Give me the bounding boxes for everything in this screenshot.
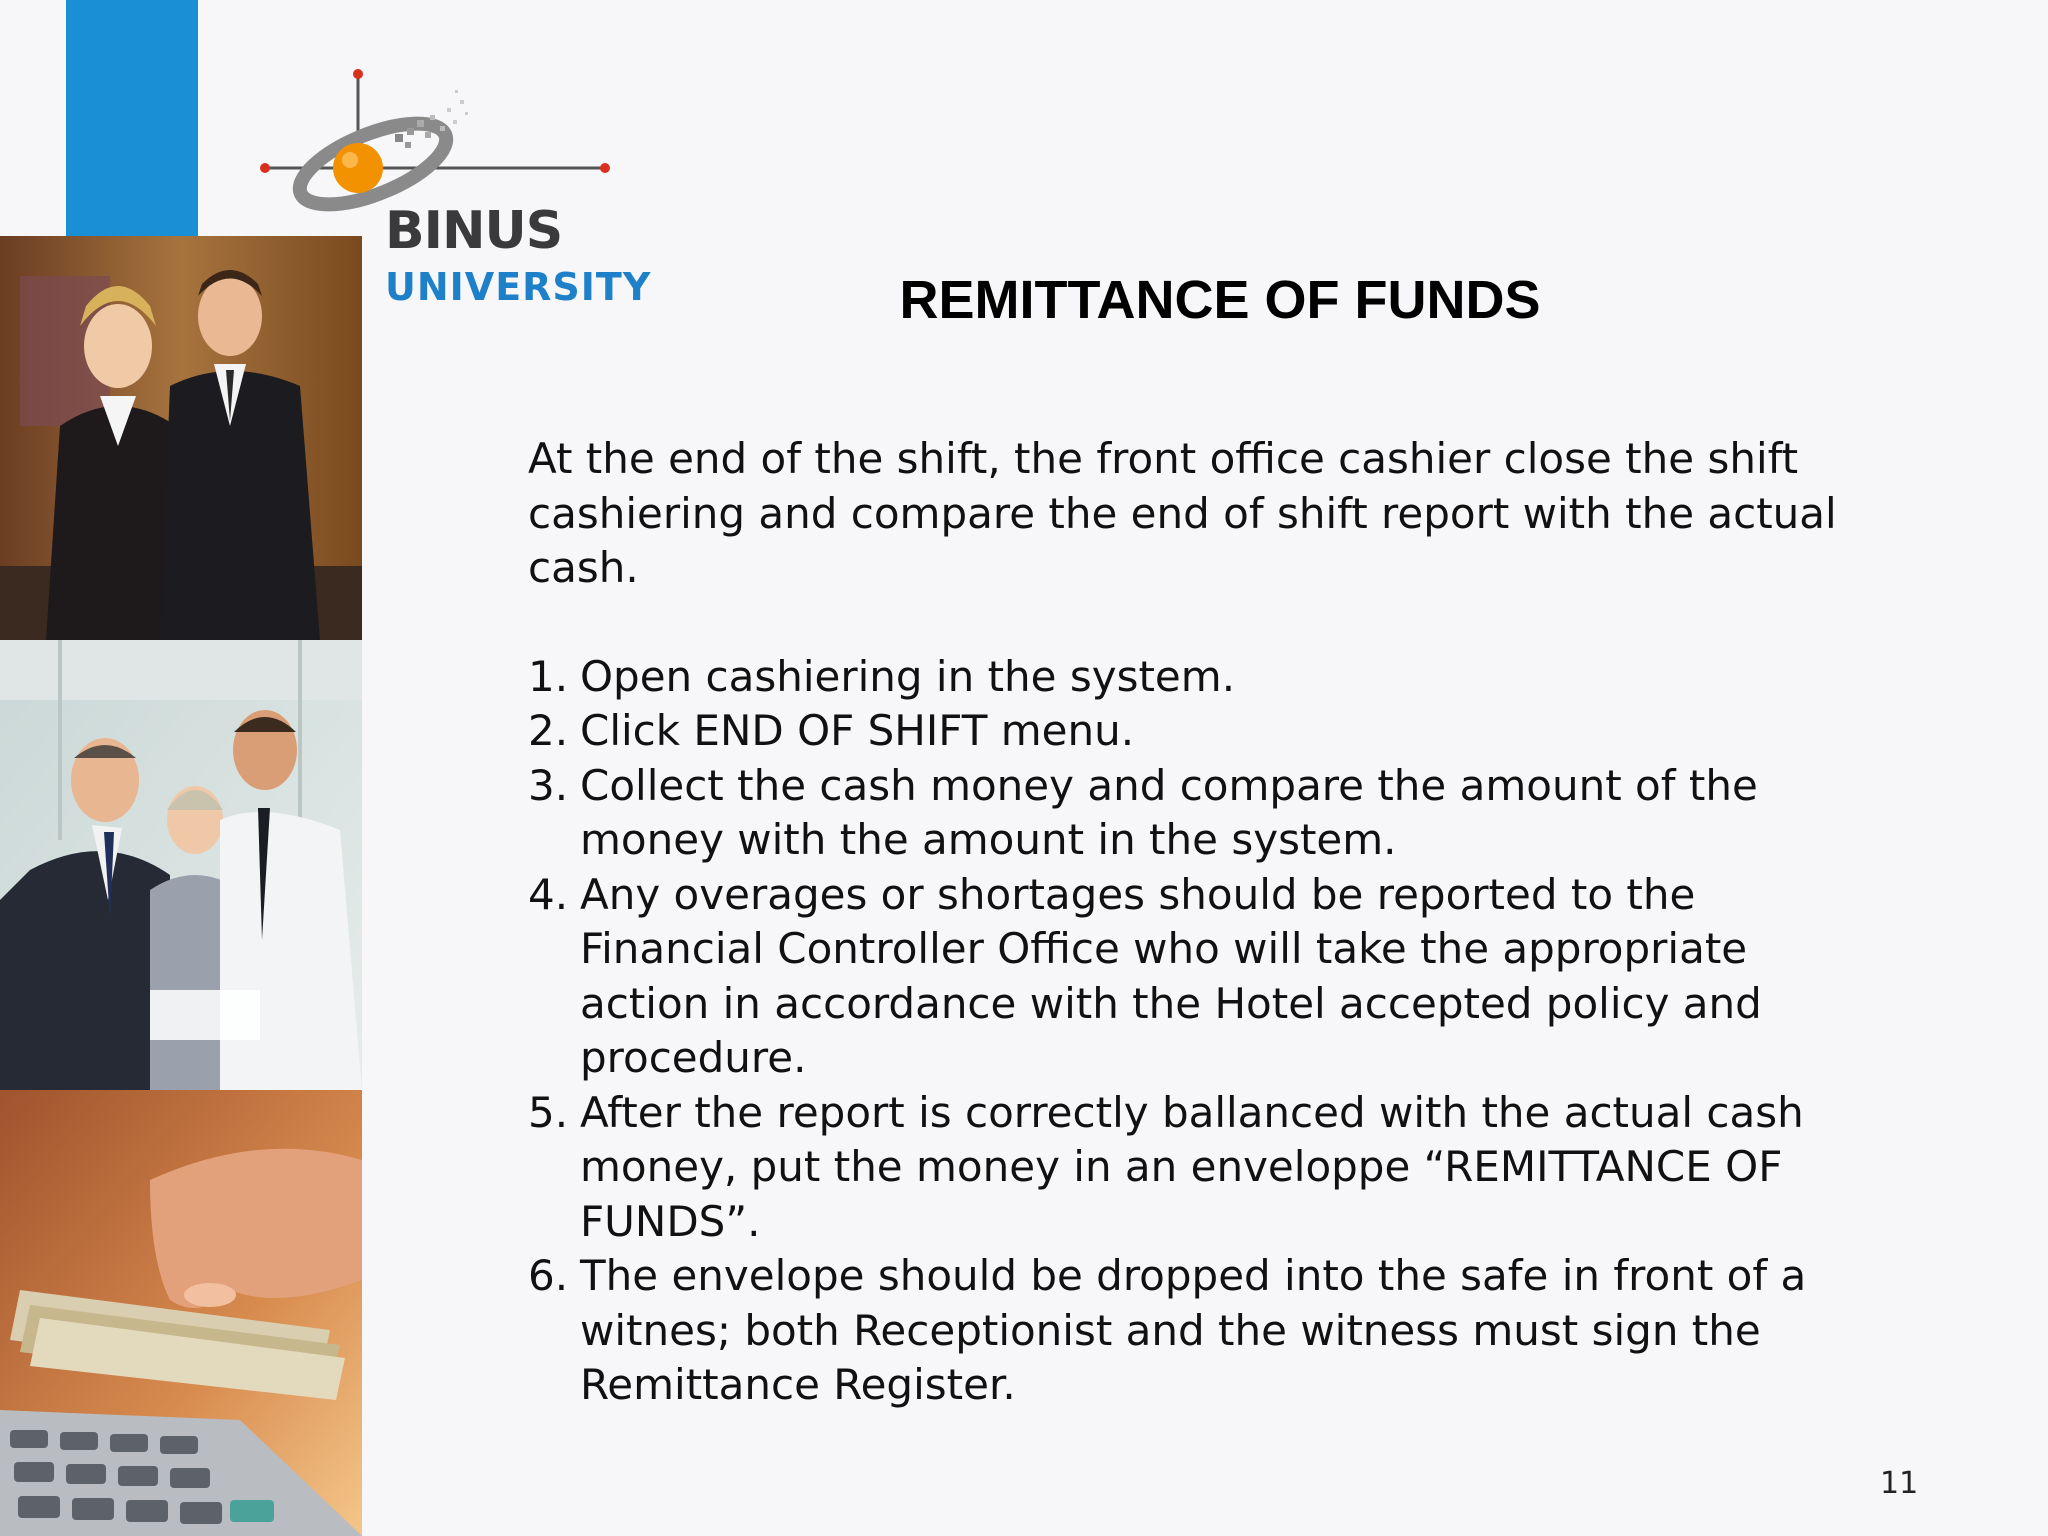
list-item (528, 1086, 1858, 1250)
hotel-staff-photo (0, 236, 362, 640)
list-item (528, 704, 1858, 759)
list-item-text: Collect the cash money and compare the amount of the money with the amount in the system. (580, 760, 1758, 864)
business-team-photo (0, 640, 362, 1090)
cash-and-calculator-photo (0, 1090, 362, 1536)
list-item-number: 3. (528, 760, 569, 810)
logo-wordmark-binus: BINUS (385, 201, 563, 261)
list-item-number: 1. (528, 651, 569, 701)
list-item-number: 4. (528, 869, 569, 919)
page-number: 11 (1880, 1466, 1919, 1501)
list-item-text: After the report is correctly ballanced with the actual cash money, put the money in an enveloppe “REMITTANCE OF FUNDS”. (580, 1087, 1804, 1246)
list-item-number: 6. (528, 1251, 569, 1300)
list-item-text: Open cashiering in the system. (580, 651, 1236, 701)
list-item (528, 759, 1858, 868)
slide-body (528, 432, 1858, 1413)
photo-strip (0, 236, 362, 1536)
list-item (528, 868, 1858, 1086)
list-item (528, 650, 1858, 705)
header-blue-bar (66, 0, 198, 236)
slide-title: REMITTANCE OF FUNDS (899, 270, 1541, 330)
list-item (528, 1249, 1858, 1413)
list-item-text: Any overages or shortages should be reported to the Financial Controller Office who will take the appropriate action in accordance with the Hotel accepted policy and procedure. (580, 869, 1762, 1082)
logo-wordmark-university: UNIVERSITY (385, 265, 652, 309)
steps-list (528, 650, 1858, 1413)
list-item-text: Click END OF SHIFT menu. (580, 706, 1135, 755)
list-item-text: The envelope should be dropped into the safe in front of a witnes; both Receptionist and the witness must sign the Remittance Register. (580, 1251, 1807, 1409)
list-item-number: 5. (528, 1087, 569, 1137)
list-item-number: 2. (528, 706, 569, 755)
intro-paragraph: At the end of the shift, the front office cashier close the shift cashiering and compare the end of shift report with the actual cash. (528, 434, 1837, 592)
